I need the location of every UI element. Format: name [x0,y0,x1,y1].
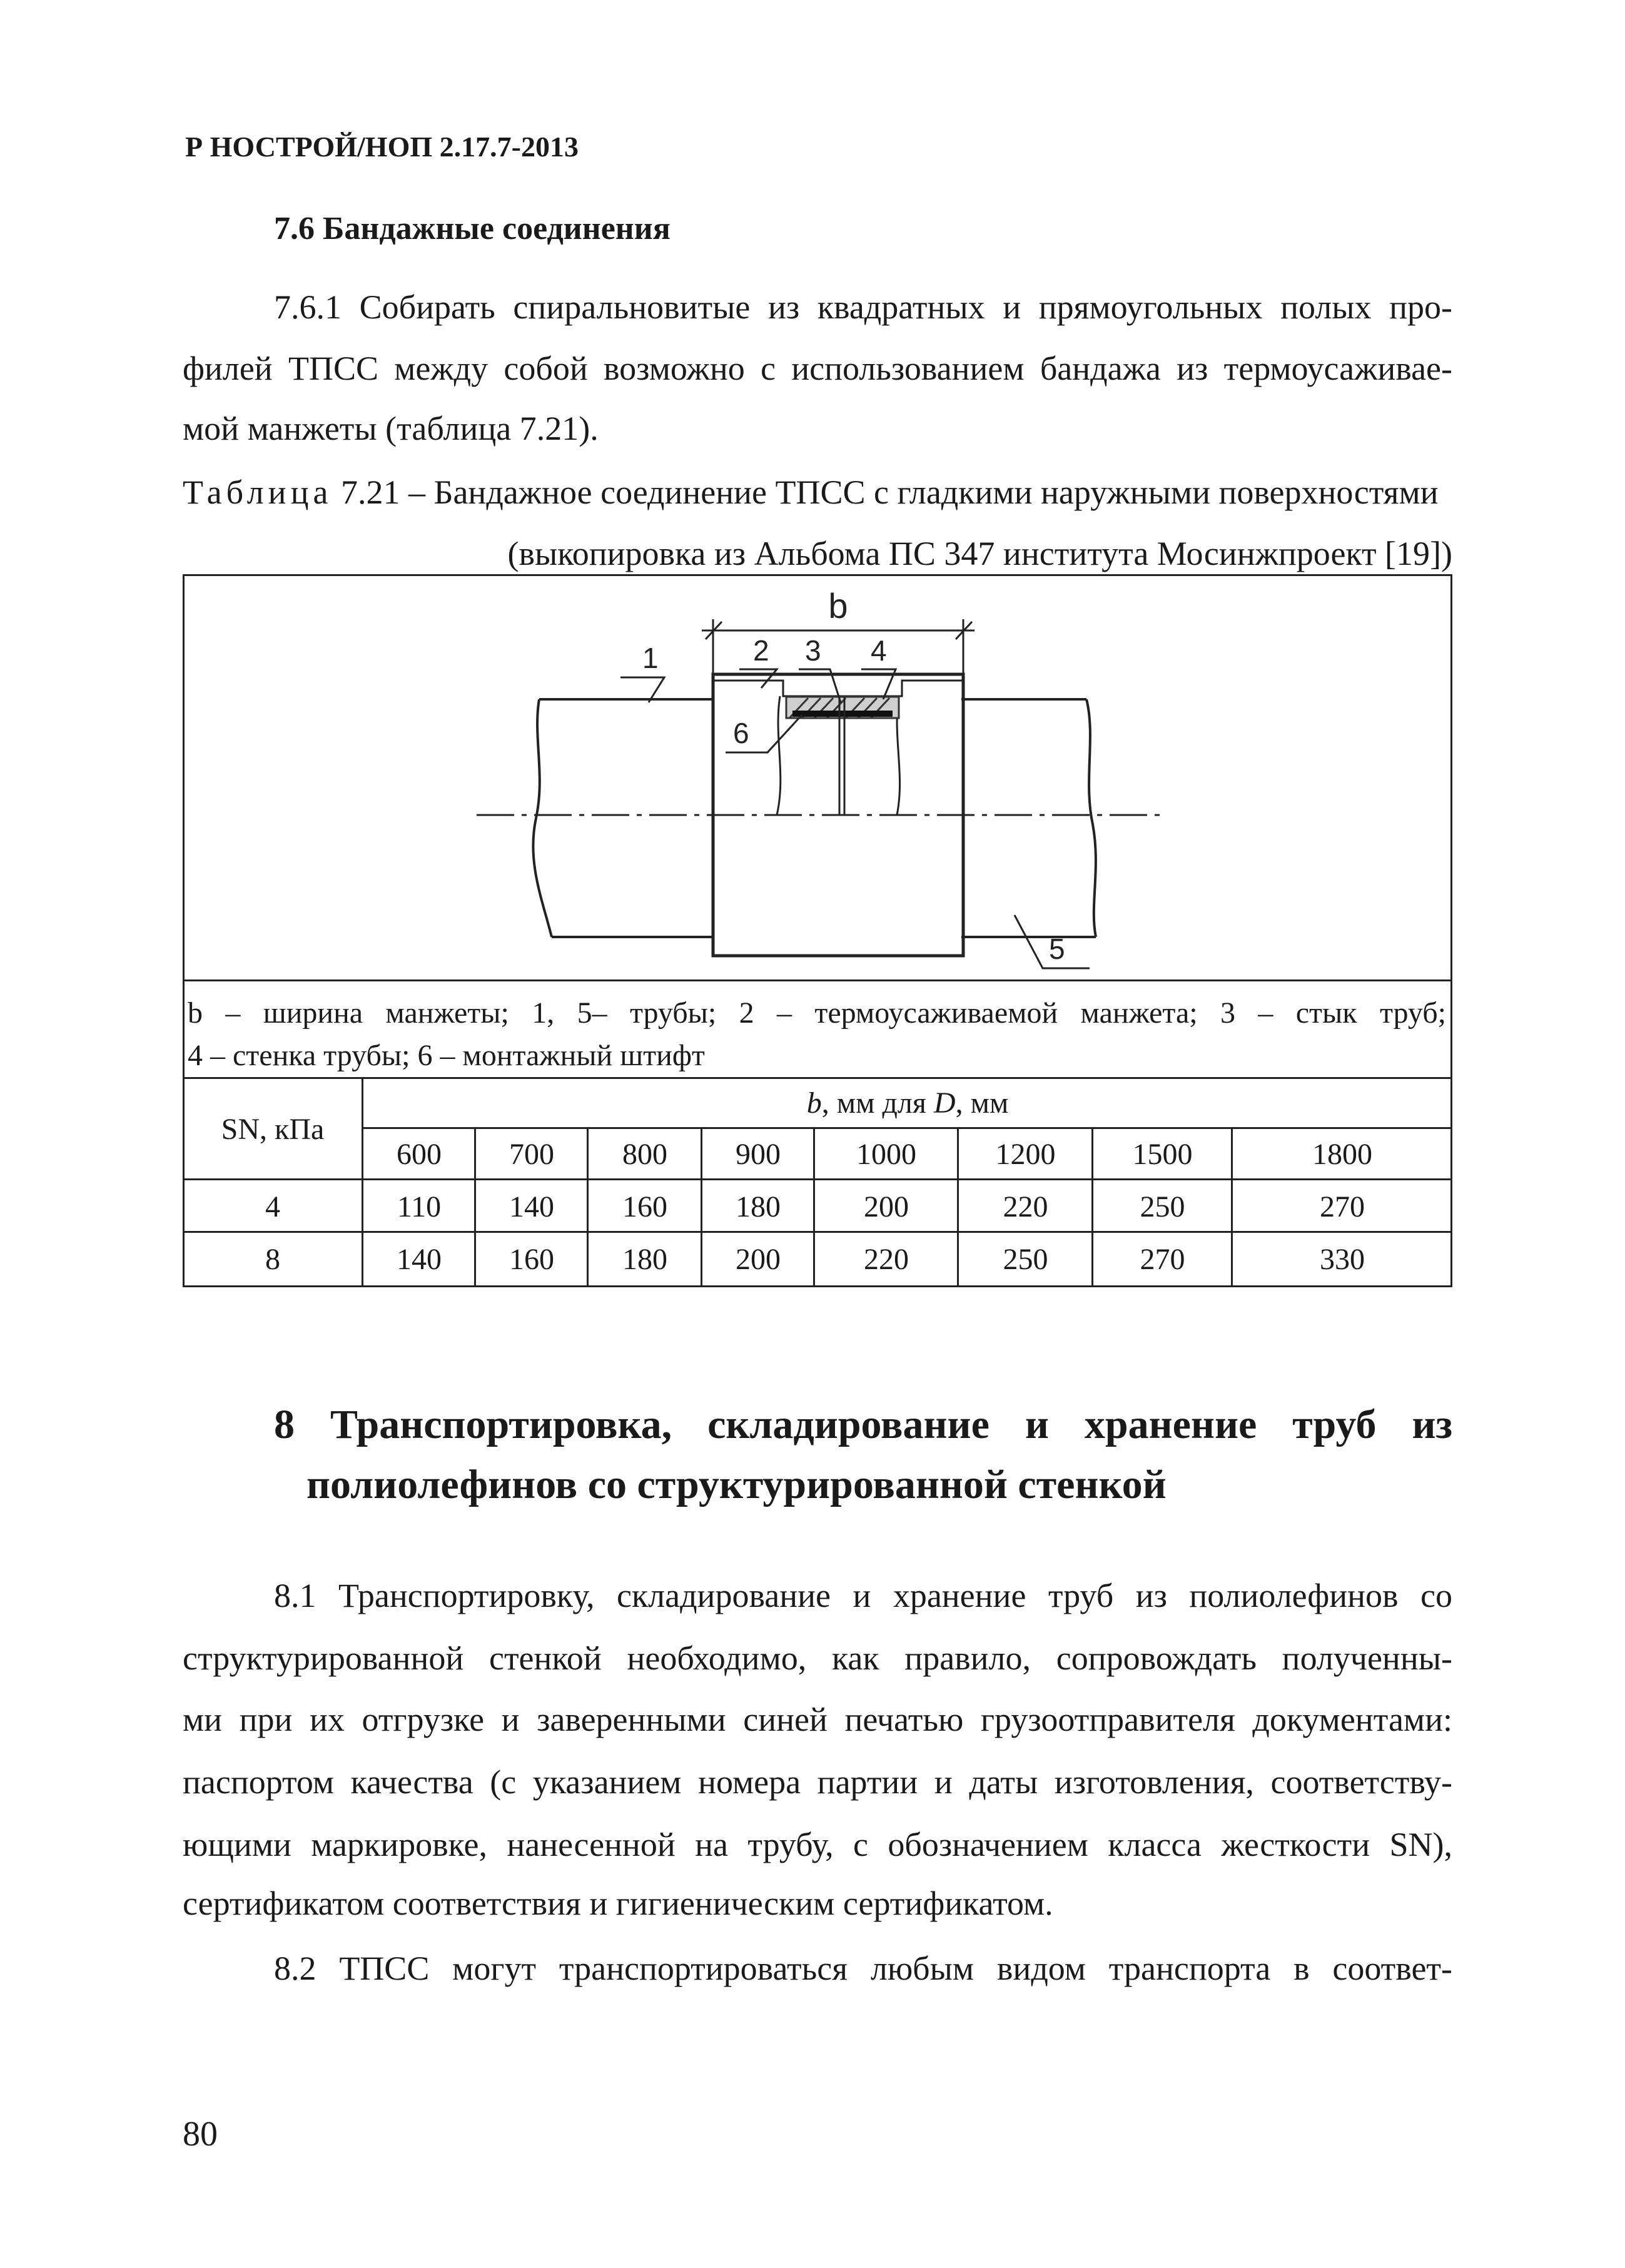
table-rule [183,1077,1452,1079]
table-cell: 200 [736,1243,781,1276]
table-header-diameter: 1500 [1132,1138,1193,1171]
paragraph-line: мой манжеты (таблица 7.21). [183,410,599,447]
callout-3: 3 [805,634,821,667]
section-title-8-continued: полиолефинов со структурированной стенкой [306,1462,1167,1507]
paragraph-line: ми при их отгрузке и заверенными синей печатью грузоотправителя документами: [183,1701,1452,1738]
table-caption [183,475,1439,509]
table-header-diameter: 700 [509,1138,554,1171]
table-header-diameter: 1200 [995,1138,1056,1171]
table-cell: 110 [397,1190,442,1223]
table-cell: 220 [864,1243,909,1276]
bandage-joint-drawing [183,574,1452,981]
paragraph-line: филей ТПСС между собой возможно с использованием бандажа из термоусаживае- [183,350,1452,387]
table-header-diameter: 1000 [856,1138,916,1171]
table-cell: 270 [1140,1243,1185,1276]
callout-6: 6 [733,717,749,749]
paragraph-line: 7.6.1 Собирать спиральновитые из квадратных и прямоугольных полых про- [274,288,1452,326]
table-cell: 180 [622,1243,667,1276]
table-cell: 200 [864,1190,909,1223]
paragraph-line: структурированной стенкой необходимо, как правило, сопровождать полученны- [183,1639,1452,1677]
table-header-diameter: 800 [622,1138,667,1171]
table-caption-label: Таблица [183,473,333,511]
table-cell-sn: 8 [265,1243,280,1276]
section-title-7-6: 7.6 Бандажные соединения [274,211,671,246]
callout-4: 4 [871,634,887,667]
table-rule [363,1127,1452,1129]
paragraph-line: паспортом качества (с указанием номера партии и даты изготовления, соответству- [183,1763,1452,1801]
table-cell: 330 [1320,1243,1365,1276]
table-rule [183,1178,1452,1180]
paragraph-line: сертификатом соответствия и гигиеническим сертификатом. [183,1885,1053,1922]
paragraph-line: ющими маркировке, нанесенной на трубу, с обозначением класса жесткости SN), [183,1826,1452,1863]
table-cell-sn: 4 [265,1190,280,1223]
table-cell: 180 [736,1190,781,1223]
callout-1: 1 [642,642,659,674]
page-number: 80 [183,2115,218,2154]
table-cell: 140 [397,1243,442,1276]
paragraph-line: 8.1 Транспортировку, складирование и хранение труб из полиолефинов со [274,1577,1452,1614]
callout-5: 5 [1049,933,1065,965]
table-rule [183,980,1452,981]
dimension-label-b: b [828,586,848,625]
table-header-diameter: 1800 [1312,1138,1372,1171]
section-title-8: 8 Транспортировка, складирование и хранение труб из [274,1402,1452,1447]
table-header-diameter: 900 [736,1138,781,1171]
callout-2: 2 [753,634,769,667]
legend-line: 4 – стенка трубы; 6 – монтажный штифт [188,1039,705,1072]
table-cell: 140 [509,1190,554,1223]
table-cell: 270 [1320,1190,1365,1223]
paragraph-line: 8.2 ТПСС могут транспортироваться любым видом транспорта в соответ- [274,1950,1452,1987]
table-cell: 160 [509,1243,554,1276]
table-caption-source: (выкопировка из Альбома ПС 347 института Мосинжпроект [19]) [507,535,1452,572]
document-code: Р НОСТРОЙ/НОП 2.17.7-2013 [185,131,579,163]
table-header-diameter: 600 [397,1138,442,1171]
table-header-sn: SN, кПа [221,1113,325,1146]
table-rule [183,1231,1452,1233]
table-caption-text: 7.21 – Бандажное соединение ТПСС с гладкими наружными поверхностями [332,473,1439,511]
table-header-group: b, мм для D, мм [806,1086,1009,1120]
table-cell: 250 [1140,1190,1185,1223]
legend-line: b – ширина манжеты; 1, 5– трубы; 2 – термоусаживаемой манжета; 3 – стык труб; [188,996,1446,1030]
table-cell: 220 [1003,1190,1048,1223]
table-cell: 160 [622,1190,667,1223]
table-cell: 250 [1003,1243,1048,1276]
